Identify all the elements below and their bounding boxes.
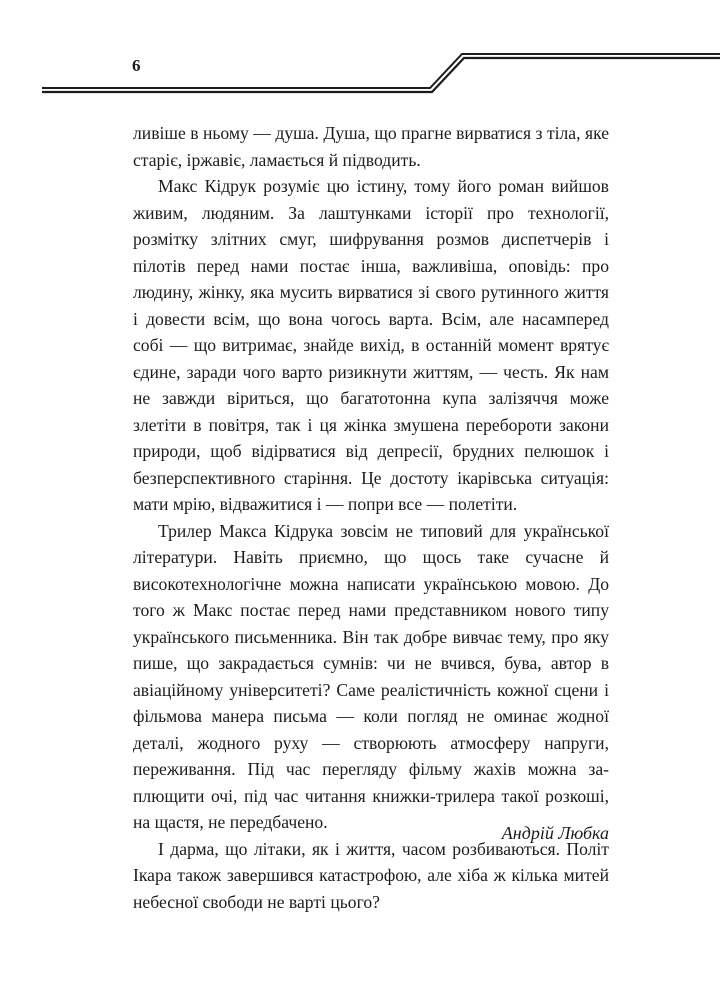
paragraph-continuation: ливіше в ньому — душа. Душа, що прагне вирватися з тіла, яке старіє, іржавіє, ламається й підводить. [133, 123, 609, 170]
paragraph: Макс Кідрук розуміє цю істину, тому його роман вийшов живим, людяним. За лаштунками історії про технології, розмітку злітних смуг, шифрування розмов диспетчерів і пілотів перед нами постає інша, важливіша, оповідь: про людину, жінку, яка мусить вирватися зі свого рутинного життя і довести всім, що вона чогось варта. Всім, але насамперед собі — що витримає, знайде вихід, в останній момент врятує єдине, заради чого варто ризикнути життям, — честь. Як нам не завжди віриться, що багатотонна купа залізяччя може злетіти в повітря, так і ця жінка змушена перебороти закони природи, щоб відірватися від депресії, брудних пелюшок і безперспективного старіння. Це достоту ікарівська ситуація: мати мрію, відважитися і — попри все — полетіти. [133, 176, 609, 514]
author-signature: Андрій Любка [501, 823, 609, 843]
page-number: 6 [132, 56, 141, 75]
body-text [133, 120, 609, 915]
header-rule [0, 0, 720, 100]
paragraph: Трилер Макса Кідрука зовсім не типовий для української літератури. Навіть приємно, що щось таке сучасне й високотехнологічне можна написати українською мовою. До того ж Макс постає перед нами представником нового типу українського письменника. Він так добре вивчає тему, про яку пише, що закрадається сумнів: чи не вчився, бува, автор в авіаційному університеті? Саме реалістичність кожної сцени і фільмова манера письма — коли погляд не оминає жодної деталі, жодного руху — створюють атмосферу напруги, переживання. Під час перегляду фільму жахів можна заплющити очі, під час читання книжки-трилера такої розкоші, на щастя, не передбачено. [133, 520, 609, 832]
paragraph: І дарма, що літаки, як і життя, часом розбиваються. Політ Ікара також завершився катастрофою, але хіба ж кілька митей небесної свободи не варті цього? [133, 838, 609, 912]
